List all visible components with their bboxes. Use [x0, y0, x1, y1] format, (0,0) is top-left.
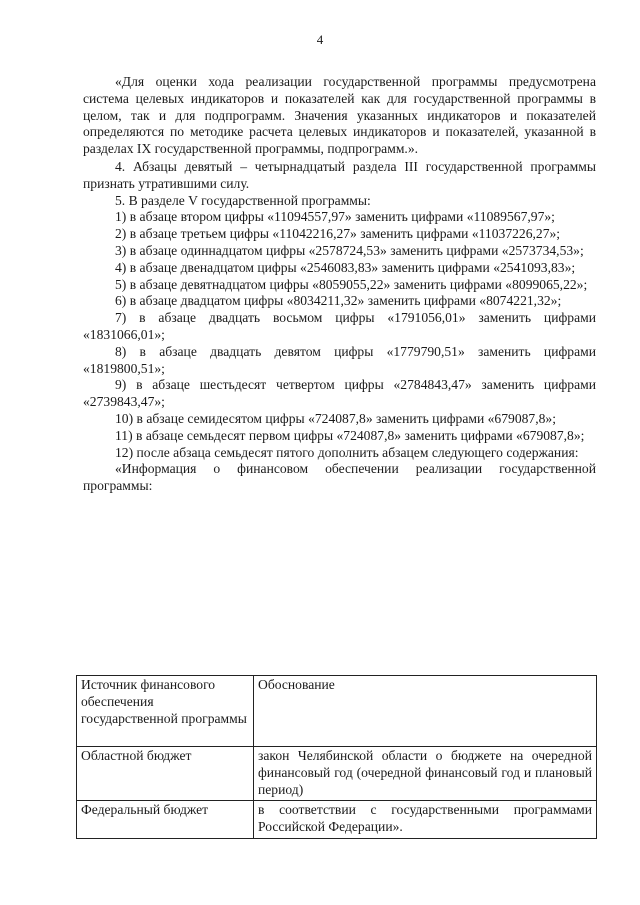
table-cell-source: Федеральный бюджет	[77, 801, 254, 839]
financing-table	[76, 675, 597, 839]
list-item: 5) в абзаце девятнадцатом цифры «8059055,22» заменить цифрами «8099065,22»;	[115, 276, 588, 292]
list-item: 11) в абзаце семьдесят первом цифры «724087,8» заменить цифрами «679087,8»;	[115, 427, 585, 443]
paragraph-evaluation: «Для оценки хода реализации государственной программы предусмотрена система целевых индикаторов и показателей как для государственной программы в целом, так и для подпрограмм. Значения указанных индикаторов и показателей определяются по методике расчета целевых индикаторов и показателей, указанной в разделах IX государственной программы, подпрограмм.».	[83, 74, 596, 157]
list-item: 2) в абзаце третьем цифры «11042216,27» заменить цифрами «11037226,27»;	[115, 226, 561, 242]
list-item: 3) в абзаце одиннадцатом цифры «2578724,53» заменить цифрами «2573734,53»;	[115, 242, 584, 258]
table-cell-source: Областной бюджет	[77, 747, 254, 801]
list-item: 8) в абзаце двадцать девятом цифры «1779790,51» заменить цифрами «1819800,51»;	[83, 343, 596, 376]
table-cell-basis: в соответствии с государственными программами Российской Федерации».	[254, 801, 597, 839]
table-header-source: Источник финансового обеспечения государственной программы	[77, 676, 254, 747]
list-item: 12) после абзаца семьдесят пятого дополнить абзацем следующего содержания:	[115, 444, 579, 460]
document-body	[83, 74, 596, 495]
table-intro: «Информация о финансовом обеспечении реализации государственной программы:	[83, 461, 596, 494]
list-item: 9) в абзаце шестьдесят четвертом цифры «2784843,47» заменить цифрами «2739843,47»;	[83, 377, 596, 410]
paragraph-item-4: 4. Абзацы девятый – четырнадцатый раздела III государственной программы признать утратившими силу.	[83, 158, 596, 191]
list-item: 4) в абзаце двенадцатом цифры «2546083,83» заменить цифрами «2541093,83»;	[115, 259, 576, 275]
paragraph-item-5: 5. В разделе V государственной программы:	[115, 192, 371, 208]
page-number: 4	[316, 32, 324, 47]
table-header-basis: Обоснование	[254, 676, 597, 747]
list-item: 10) в абзаце семидесятом цифры «724087,8» заменить цифрами «679087,8»;	[115, 410, 556, 426]
list-item: 7) в абзаце двадцать восьмом цифры «1791056,01» заменить цифрами «1831066,01»;	[83, 310, 596, 342]
table-header-row	[77, 676, 597, 747]
list-item: 1) в абзаце втором цифры «11094557,97» заменить цифрами «11089567,97»;	[115, 209, 555, 225]
list-item: 6) в абзаце двадцатом цифры «8034211,32» заменить цифрами «8074221,32»;	[115, 293, 562, 309]
table-row	[77, 747, 597, 801]
table-row	[77, 801, 597, 839]
table-cell-basis: закон Челябинской области о бюджете на очередной финансовый год (очередной финансовый год и плановый период)	[254, 747, 597, 801]
